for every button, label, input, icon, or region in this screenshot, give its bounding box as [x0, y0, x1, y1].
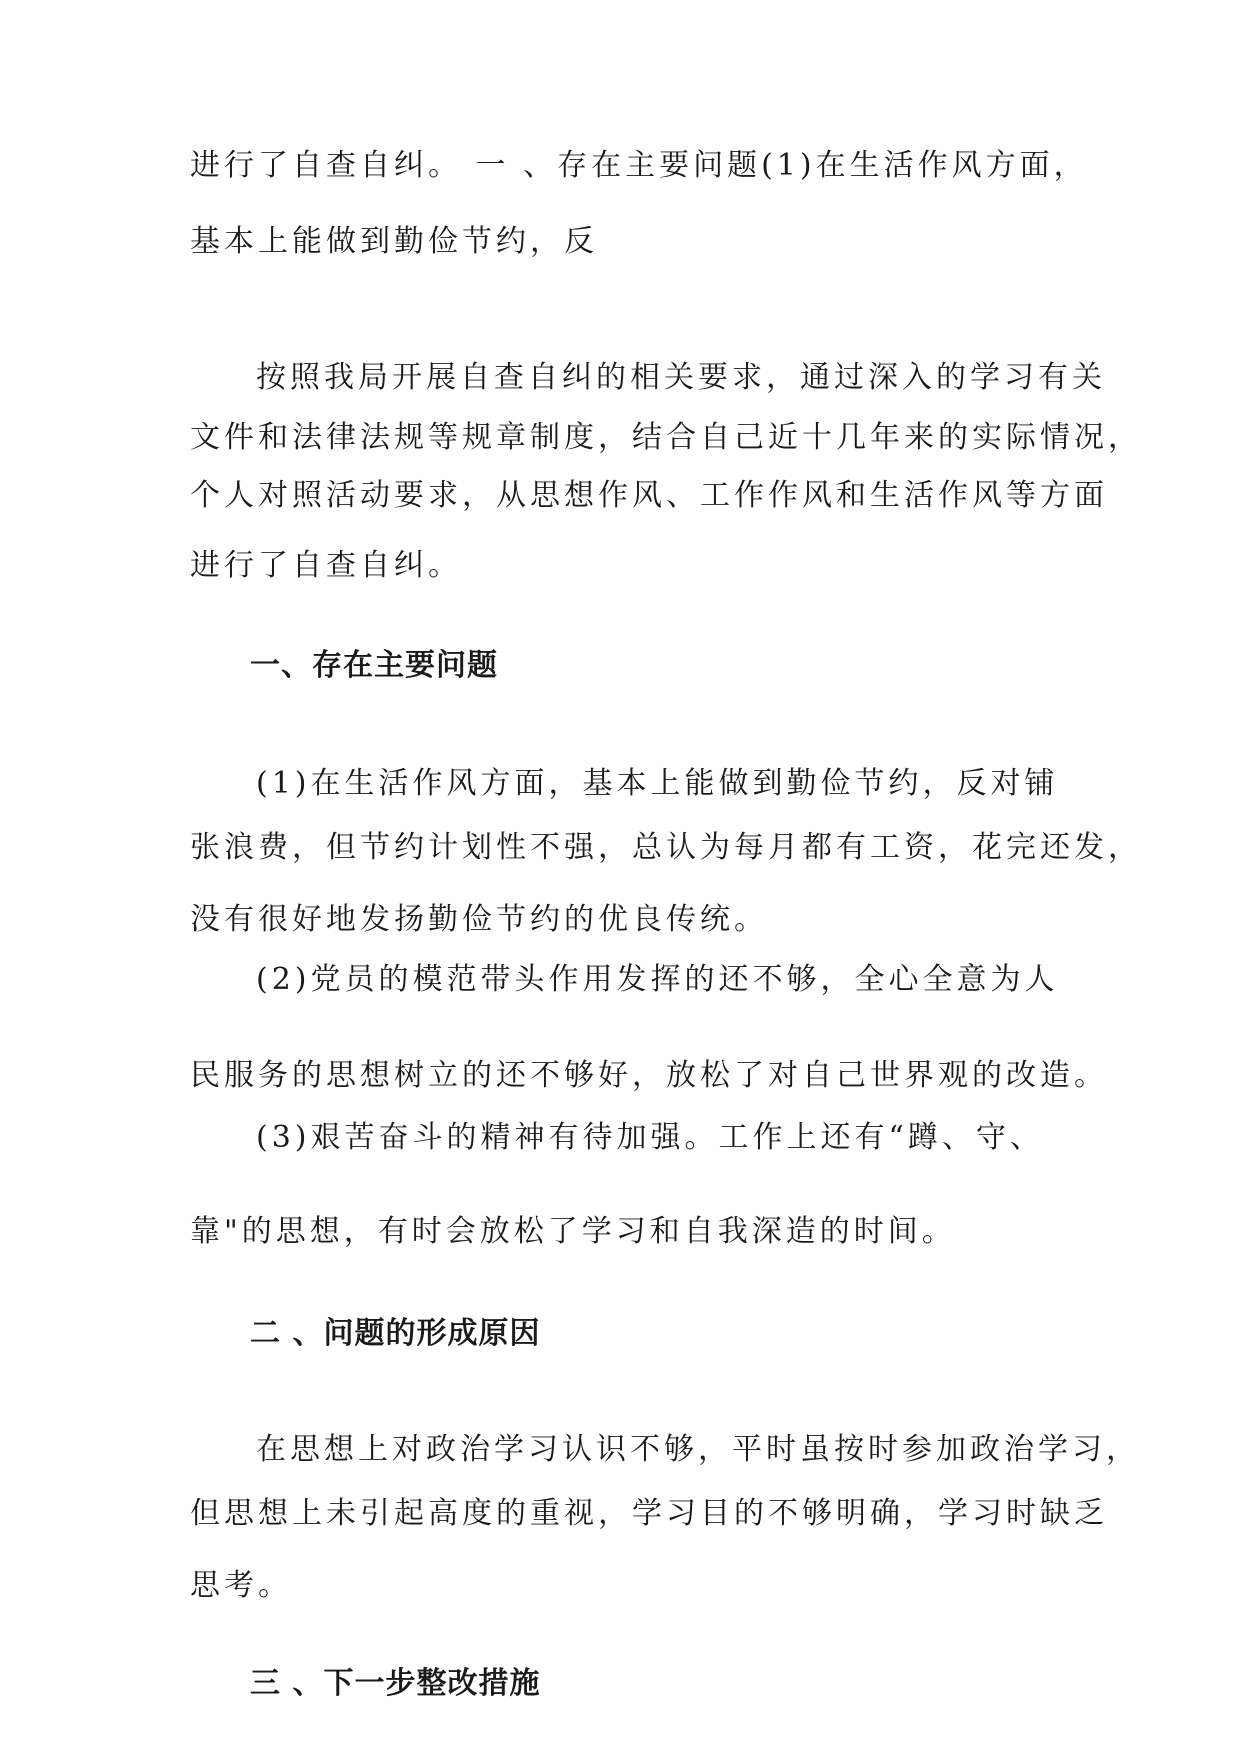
section-1-item-3-line-2: 靠"的思想，有时会放松了学习和自我深造的时间。 [190, 1214, 956, 1249]
intro-fragment-line-1: 进行了自查自纠。 一 、存在主要问题(1)在生活作风方面， [190, 148, 1088, 183]
section-2-paragraph-line-1: 在思想上对政治学习认识不够，平时虽按时参加政治学习， [256, 1432, 1140, 1467]
intro-fragment-line-2: 基本上能做到勤俭节约，反 [190, 224, 598, 259]
intro-paragraph-line-2: 文件和法律法规等规章制度，结合自己近十几年来的实际情况， [190, 420, 1142, 455]
section-2-paragraph-line-3: 思考。 [190, 1568, 292, 1603]
section-1-item-2-line-1: (2)党员的模范带头作用发挥的还不够，全心全意为人 [256, 962, 1059, 997]
intro-paragraph-line-3: 个人对照活动要求，从思想作风、工作作风和生活作风等方面 [190, 478, 1108, 513]
section-1-item-1-line-2: 张浪费，但节约计划性不强，总认为每月都有工资，花完还发， [190, 830, 1142, 865]
intro-paragraph-line-1: 按照我局开展自查自纠的相关要求，通过深入的学习有关 [256, 360, 1106, 395]
section-1-item-1-line-1: (1)在生活作风方面，基本上能做到勤俭节约，反对铺 [256, 766, 1059, 801]
section-3-heading: 三 、下一步整改措施 [250, 1666, 541, 1701]
section-1-item-2-line-2: 民服务的思想树立的还不够好，放松了对自己世界观的改造。 [190, 1058, 1108, 1093]
section-2-paragraph-line-2: 但思想上未引起高度的重视，学习目的不够明确，学习时缺乏 [190, 1496, 1108, 1531]
intro-paragraph-line-4: 进行了自查自纠。 [190, 548, 462, 583]
section-2-heading: 二 、问题的形成原因 [250, 1316, 541, 1351]
section-1-heading: 一、存在主要问题 [250, 648, 498, 683]
section-1-item-1-line-3: 没有很好地发扬勤俭节约的优良传统。 [190, 902, 768, 937]
section-1-item-3-line-1: (3)艰苦奋斗的精神有待加强。工作上还有“蹲、守、 [256, 1120, 1044, 1155]
